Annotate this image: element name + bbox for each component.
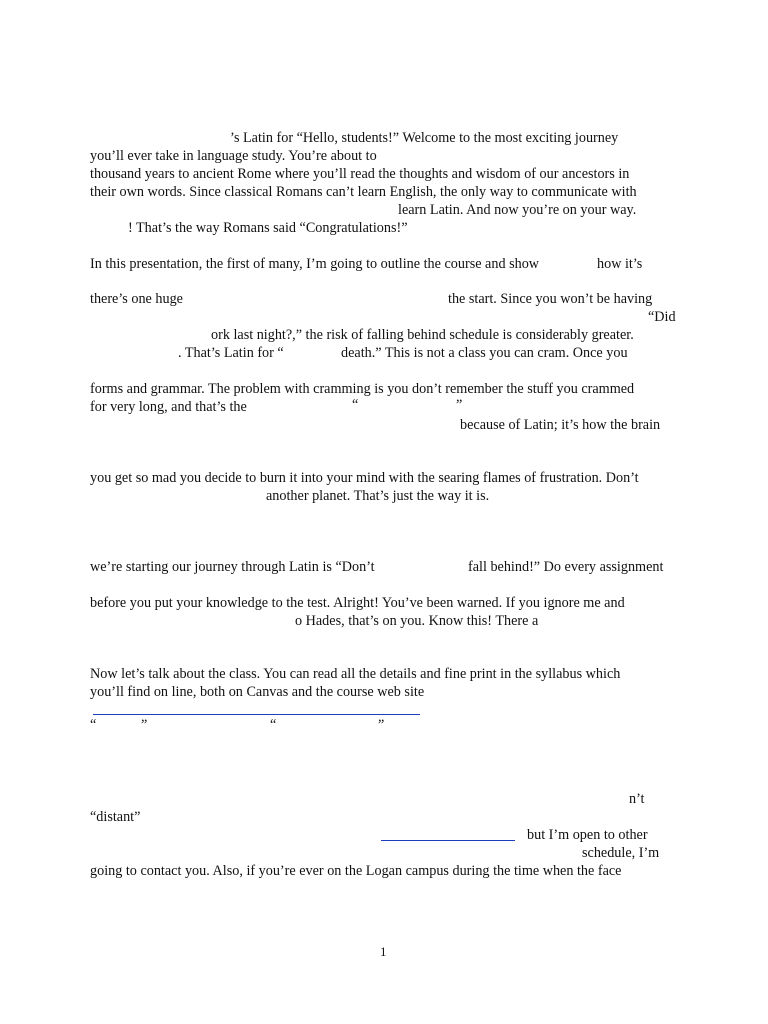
text-line: their own words. Since classical Romans can’t learn English, the only way to communicate with	[90, 184, 637, 200]
text-line: Now let’s talk about the class. You can read all the details and fine print in the syllabus which	[90, 666, 621, 682]
text-line: ”	[141, 717, 148, 733]
text-line: you’ll ever take in language study. You’re about to	[90, 148, 377, 164]
text-line: learn Latin. And now you’re on your way.	[398, 202, 637, 218]
text-line: “Did	[648, 309, 676, 325]
text-line: “	[352, 397, 359, 413]
text-line: thousand years to ancient Rome where you’ll read the thoughts and wisdom of our ancestors in	[90, 166, 630, 182]
link-underline[interactable]	[381, 840, 515, 841]
text-line: . That’s Latin for “	[178, 345, 284, 361]
text-line: forms and grammar. The problem with cramming is you don’t remember the stuff you crammed	[90, 381, 635, 397]
text-line: you get so mad you decide to burn it into your mind with the searing flames of frustration. Don’t	[90, 470, 639, 486]
text-line: but I’m open to other	[527, 827, 648, 843]
text-line: In this presentation, the first of many, I’m going to outline the course and show	[90, 256, 540, 272]
text-line: another planet. That’s just the way it is.	[266, 488, 490, 504]
text-line: for very long, and that’s the	[90, 399, 247, 415]
text-line: you’ll find on line, both on Canvas and the course web site	[90, 684, 425, 700]
text-line: there’s one huge	[90, 291, 183, 307]
text-line: we’re starting our journey through Latin is “Don’t	[90, 559, 375, 575]
text-line: before you put your knowledge to the test. Alright! You’ve been warned. If you ignore me and	[90, 595, 625, 611]
text-line: ’s Latin for “Hello, students!” Welcome to the most exciting journey	[230, 130, 619, 146]
link-underline[interactable]	[93, 714, 420, 715]
text-line: “distant”	[90, 809, 141, 825]
text-line: fall behind!” Do every assignment	[468, 559, 664, 575]
text-line: “	[270, 717, 277, 733]
text-line: death.” This is not a class you can cram. Once you	[341, 345, 628, 361]
text-line: “	[90, 717, 97, 733]
text-line: because of Latin; it’s how the brain	[460, 417, 661, 433]
text-line: going to contact you. Also, if you’re ever on the Logan campus during the time when the face	[90, 863, 622, 879]
page-number: 1	[380, 944, 387, 959]
text-line: ”	[456, 397, 463, 413]
text-line: how it’s	[597, 256, 643, 272]
text-line: ork last night?,” the risk of falling behind schedule is considerably greater.	[211, 327, 634, 343]
text-line: the start. Since you won’t be having	[448, 291, 653, 307]
text-line: schedule, I’m	[582, 845, 660, 861]
text-line: ! That’s the way Romans said “Congratulations!”	[128, 220, 408, 236]
text-line: n’t	[629, 791, 645, 807]
text-line: ”	[378, 717, 385, 733]
text-line: o Hades, that’s on you. Know this! There a	[295, 613, 539, 629]
